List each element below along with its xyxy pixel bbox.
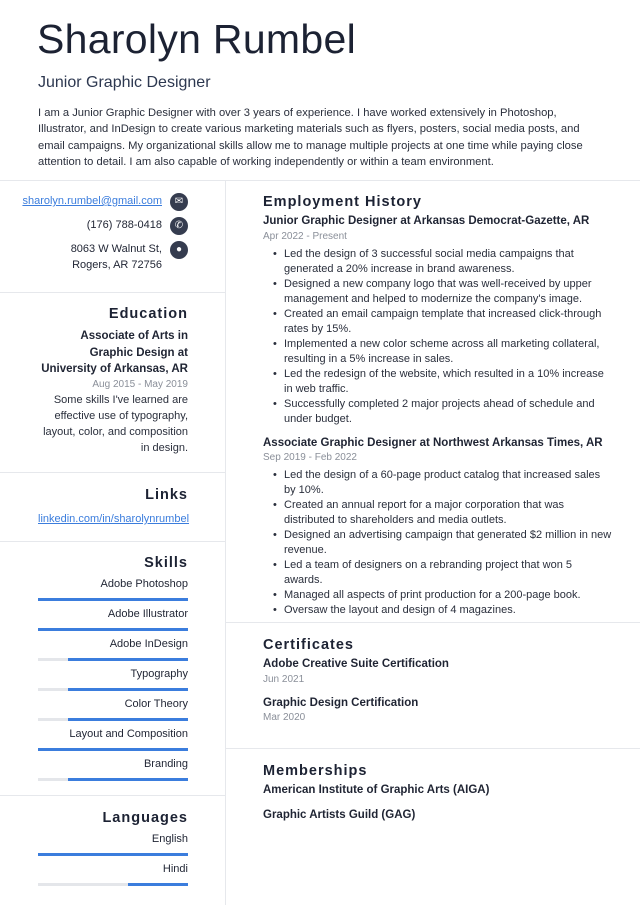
- candidate-name: Sharolyn Rumbel: [37, 16, 356, 62]
- skill-item: [38, 607, 188, 631]
- address: 8063 W Walnut St, Rogers, AR 72756: [70, 243, 162, 271]
- skill-item: [38, 697, 188, 721]
- skill-name: Typography: [130, 668, 188, 680]
- membership-item: American Institute of Graphic Arts (AIGA): [263, 784, 490, 796]
- education-description: Some skills I've learned are effective use of typography, layout, color, and composition in design.: [43, 393, 188, 454]
- bullet: • Oversaw the layout and design of 4 magazines.: [273, 603, 613, 618]
- links-section: [0, 487, 225, 527]
- divider: [226, 748, 640, 749]
- level-fill: [68, 778, 188, 781]
- certificate-name: Graphic Design Certification: [263, 696, 419, 709]
- job-title: Junior Graphic Designer at Arkansas Democrat-Gazette, AR: [263, 215, 590, 227]
- contact-section: [0, 193, 225, 279]
- column-divider: [225, 181, 226, 905]
- certificate-name: Adobe Creative Suite Certification: [263, 658, 449, 670]
- level-bar: [38, 748, 188, 751]
- languages-section: [0, 810, 225, 886]
- section-heading: Skills: [144, 555, 188, 571]
- section-heading: Memberships: [263, 763, 368, 779]
- level-fill: [38, 853, 188, 856]
- bullet: • Designed a new company logo that was well-received by upper management and helped to modernize the company's image.: [273, 277, 613, 307]
- job-title: Associate Graphic Designer at Northwest Arkansas Times, AR: [263, 436, 603, 449]
- level-fill: [38, 748, 188, 751]
- skill-item: [38, 577, 188, 601]
- divider: [0, 292, 225, 293]
- skill-name: Color Theory: [124, 698, 188, 710]
- bullet-list: [273, 468, 613, 618]
- education-dates: Aug 2015 - May 2019: [92, 378, 188, 390]
- divider: [0, 795, 225, 796]
- job-entry: [263, 435, 613, 619]
- certificate-item: [263, 695, 613, 726]
- phone-icon: ✆: [170, 217, 188, 235]
- job-dates: Apr 2022 - Present: [263, 230, 347, 242]
- level-fill: [38, 598, 188, 601]
- section-heading: Education: [108, 306, 188, 322]
- bullet: • Led a team of designers on a rebranding project that won 5 awards.: [273, 558, 613, 588]
- bullet: • Designed an advertising campaign that generated $2 million in new revenue.: [273, 528, 613, 558]
- skill-name: Adobe Photoshop: [100, 578, 188, 590]
- level-bar: [38, 598, 188, 601]
- certificate-date: Mar 2020: [263, 712, 306, 723]
- certificate-date: Jun 2021: [263, 673, 305, 685]
- map-pin-icon: ●: [170, 241, 188, 259]
- level-bar: [38, 628, 188, 631]
- bullet: • Successfully completed 2 major projects ahead of schedule and under budget.: [273, 397, 613, 427]
- bullet: • Led the design of a 60-page product catalog that increased sales by 10%.: [273, 468, 613, 498]
- section-heading: Languages: [102, 810, 188, 826]
- job-dates: Sep 2019 - Feb 2022: [263, 452, 357, 463]
- section-heading: Employment History: [263, 194, 422, 210]
- level-fill: [38, 628, 188, 631]
- divider: [0, 180, 640, 181]
- language-name: English: [151, 833, 188, 845]
- skill-name: Adobe Illustrator: [107, 608, 188, 620]
- language-item: [38, 862, 188, 886]
- level-fill: [68, 688, 188, 691]
- divider: [0, 541, 225, 542]
- level-bar: [38, 883, 188, 886]
- summary: I am a Junior Graphic Designer with over 3 years of experience. I have worked extensively in Photoshop, Illustrator, and InDesign to create various marketing materials such as flyers, posters, social media posts, and email campaigns. My organizational skills allow me to manage multiple projects at one time while paying close attention to detail. I am also capable of working independently or within a team environment.: [38, 107, 583, 168]
- divider: [0, 472, 225, 473]
- level-fill: [128, 883, 188, 886]
- bullet: • Created an email campaign template that increased click-through rates by 15%.: [273, 307, 613, 337]
- skill-item: [38, 667, 188, 691]
- certificates-section: [263, 637, 613, 733]
- level-bar: [38, 688, 188, 691]
- skill-name: Branding: [143, 758, 188, 770]
- education-section: [0, 306, 225, 456]
- bullet: • Led the redesign of the website, which resulted in a 10% increase in web traffic.: [273, 367, 613, 397]
- bullet: • Led the design of 3 successful social media campaigns that generated a 20% increase in brand awareness.: [273, 247, 613, 277]
- bullet: • Implemented a new color scheme across all marketing collateral, resulting in a 5% increase in sales.: [273, 337, 613, 367]
- skill-item: [38, 757, 188, 781]
- bullet: • Managed all aspects of print production for a 200-page book.: [273, 588, 613, 603]
- section-heading: Links: [145, 487, 188, 503]
- certificate-item: [263, 656, 613, 687]
- bullet: • Created an annual report for a major corporation that was distributed to shareholders and media outlets.: [273, 498, 613, 528]
- level-fill: [68, 658, 188, 661]
- level-bar: [38, 853, 188, 856]
- level-bar: [38, 778, 188, 781]
- language-item: [38, 832, 188, 856]
- envelope-icon: ✉: [170, 193, 188, 211]
- linkedin-link[interactable]: linkedin.com/in/sharolynrumbel: [38, 513, 190, 525]
- level-bar: [38, 718, 188, 721]
- bullet-list: [273, 247, 613, 427]
- skill-item: [38, 637, 188, 661]
- skills-section: [0, 555, 225, 781]
- phone: (176) 788-0418: [86, 219, 162, 231]
- membership-item: Graphic Artists Guild (GAG): [263, 808, 416, 821]
- level-fill: [68, 718, 188, 721]
- level-bar: [38, 658, 188, 661]
- skill-name: Layout and Composition: [69, 728, 188, 740]
- email-link[interactable]: sharolyn.rumbel@gmail.com: [22, 195, 162, 207]
- job-title: Junior Graphic Designer: [38, 74, 211, 91]
- language-name: Hindi: [162, 863, 188, 875]
- degree: Associate of Arts in Graphic Design at University of Arkansas, AR: [41, 330, 188, 375]
- employment-section: [263, 194, 613, 626]
- skill-item: [38, 727, 188, 751]
- job-entry: [263, 213, 613, 427]
- section-heading: Certificates: [263, 637, 354, 653]
- memberships-section: [263, 763, 613, 831]
- skill-name: Adobe InDesign: [109, 638, 188, 650]
